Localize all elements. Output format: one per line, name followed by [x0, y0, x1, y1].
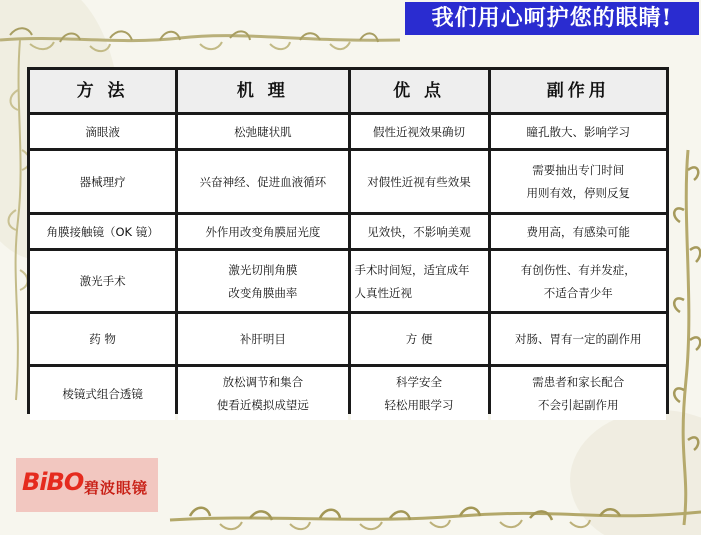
cell-mechanism: [178, 115, 347, 148]
header-side-effect: 副作用: [491, 70, 666, 112]
cell-text: 器械理疗: [79, 174, 126, 189]
cell-text: 费用高，有感染可能: [526, 224, 631, 239]
header-mechanism: 机 理: [178, 70, 347, 112]
cell-advantage: [351, 314, 488, 364]
cell-text: 科学安全: [396, 375, 443, 389]
table-row: [30, 215, 666, 248]
cell-text: 兴奋神经、促进血液循环: [199, 174, 327, 189]
cell-advantage: [351, 215, 488, 248]
logo-brand: BiBO: [22, 468, 84, 496]
cell-text: 药 物: [89, 332, 116, 346]
cell-method: [30, 314, 175, 364]
header-method: 方 法: [30, 70, 175, 112]
cell-text: 有创伤性、有并发症，: [520, 262, 636, 277]
logo-name: 碧波眼镜: [84, 479, 149, 497]
cell-text: 用则有效，停则反复: [526, 186, 631, 200]
cell-text: 对假性近视有些效果: [367, 174, 471, 189]
cell-method: [30, 367, 175, 420]
page-title: 我们用心呵护您的眼睛!: [405, 2, 699, 35]
cell-text: 对肠、胃有一定的副作用: [515, 332, 642, 346]
comparison-table: [27, 67, 669, 414]
cell-text: 轻松用眼学习: [384, 398, 454, 412]
cell-text: 角膜接触镜（OK 镜）: [46, 224, 159, 239]
cell-text: 棱镜式组合透镜: [62, 386, 143, 401]
cell-text: 外作用改变角膜屈光度: [205, 224, 321, 239]
cell-mechanism: [178, 314, 347, 364]
cell-text: 不适合青少年: [543, 285, 613, 300]
cell-text: 激光切削角膜: [228, 262, 298, 277]
cell-side-effect: [491, 115, 666, 148]
cell-side-effect: [491, 151, 666, 212]
cell-text: 人真性近视: [354, 285, 412, 300]
table-row: [30, 151, 666, 212]
header-advantage: 优 点: [351, 70, 488, 112]
cell-method: [30, 251, 175, 311]
cell-text: 假性近视效果确切: [373, 124, 466, 139]
cell-text: 瞳孔散大、影响学习: [526, 124, 631, 139]
cell-method: [30, 115, 175, 148]
cell-side-effect: [491, 251, 666, 311]
cell-advantage: [351, 251, 488, 311]
cell-text: 滴眼液: [85, 124, 120, 139]
table-row: [30, 251, 666, 311]
cell-side-effect: [491, 215, 666, 248]
cell-text: 激光手术: [79, 274, 126, 288]
cell-method: [30, 151, 175, 212]
cell-mechanism: [178, 151, 347, 212]
cell-text: 见效快，不影响美观: [367, 224, 471, 239]
table-header-row: [30, 70, 666, 112]
bibo-logo: [16, 458, 158, 512]
cell-text: 改变角膜曲率: [228, 285, 298, 300]
table-row: [30, 314, 666, 364]
cell-advantage: [351, 151, 488, 212]
cell-text: 放松调节和集合: [222, 375, 304, 389]
cell-text: 需患者和家长配合: [532, 375, 625, 389]
cell-text: 补肝明目: [239, 332, 286, 346]
cell-text: 手术时间短，适宜成年: [354, 262, 470, 277]
cell-method: [30, 215, 175, 248]
table-row: [30, 115, 666, 148]
cell-text: 方 便: [405, 332, 433, 346]
cell-advantage: [351, 367, 488, 420]
cell-mechanism: [178, 367, 347, 420]
cell-text: 使看近模拟成望远: [216, 398, 309, 412]
table-row: [30, 367, 666, 420]
cell-mechanism: [178, 215, 347, 248]
cell-side-effect: [491, 367, 666, 420]
cell-text: 松弛睫状肌: [234, 124, 292, 139]
cell-advantage: [351, 115, 488, 148]
cell-text: 需要抽出专门时间: [532, 163, 625, 177]
cell-mechanism: [178, 251, 347, 311]
cell-side-effect: [491, 314, 666, 364]
cell-text: 不会引起副作用: [538, 398, 619, 412]
